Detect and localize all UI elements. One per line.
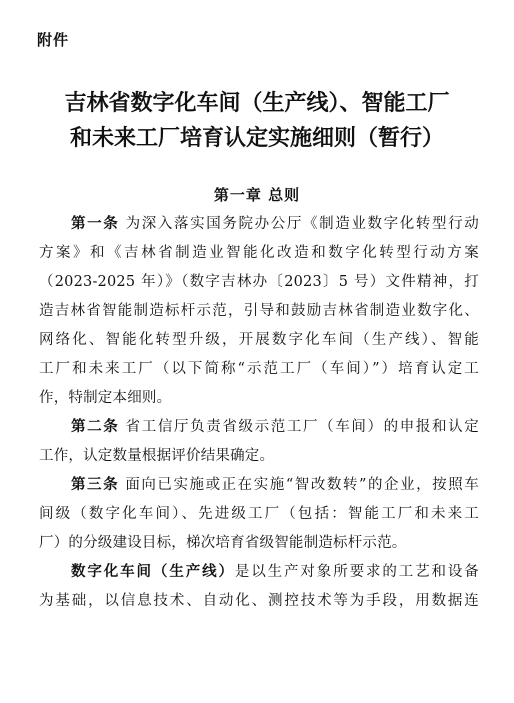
article-1-label: 第一条 xyxy=(71,216,120,232)
definition-line-2: 为基础，以信息技术、自动化、测控技术等为手段，用数据连 xyxy=(39,593,479,609)
article-1-line-3: （2023-2025 年）》（数字吉林办〔2023〕5 号）文件精神，打 xyxy=(39,274,479,290)
article-3-label: 第三条 xyxy=(71,477,120,493)
article-1-line-4: 造吉林省智能制造标杆示范，引导和鼓励吉林省制造业数字化、 xyxy=(39,303,479,319)
article-2-line-1: 第二条 省工信厅负责省级示范工厂（车间）的申报和认定 xyxy=(71,419,479,435)
document-title-line-2: 和未来工厂培育认定实施细则（暂行） xyxy=(69,125,444,151)
article-3-line-2: 间级（数字化车间）、先进级工厂（包括：智能工厂和未来工 xyxy=(39,506,479,522)
article-1-line-5: 网络化、智能化转型升级，开展数字化车间（生产线）、智能 xyxy=(39,332,479,348)
article-2-label: 第二条 xyxy=(71,419,120,435)
document-title xyxy=(30,86,484,156)
document-body xyxy=(39,210,479,616)
article-1-line-7: 作，特制定本细则。 xyxy=(39,390,172,406)
definition-label: 数字化车间（生产线） xyxy=(71,564,235,580)
article-1-line-6: 工厂和未来工厂（以下简称“示范工厂（车间）”）培育认定工 xyxy=(39,361,479,377)
chapter-heading: 第一章 总则 xyxy=(213,186,301,204)
article-3-line-1: 第三条 面向已实施或正在实施“智改数转”的企业，按照车 xyxy=(71,477,479,493)
attachment-label: 附件 xyxy=(37,31,70,49)
article-3 xyxy=(39,471,479,558)
article-2 xyxy=(39,413,479,471)
definition-line-1: 数字化车间（生产线）是以生产对象所要求的工艺和设备 xyxy=(71,564,479,580)
article-1-line-2: 方案》和《吉林省制造业智能化改造和数字化转型行动方案 xyxy=(39,245,479,261)
definition-digital-workshop xyxy=(39,558,479,616)
article-1 xyxy=(39,210,479,413)
article-2-line-2: 工作，认定数量根据评价结果确定。 xyxy=(39,448,275,464)
article-3-line-3: 厂）的分级建设目标，梯次培育省级智能制造标杆示范。 xyxy=(39,535,407,551)
document-title-line-1: 吉林省数字化车间（生产线）、智能工厂 xyxy=(64,90,450,116)
article-1-line-1: 第一条 为深入落实国务院办公厅《制造业数字化转型行动 xyxy=(71,216,479,232)
